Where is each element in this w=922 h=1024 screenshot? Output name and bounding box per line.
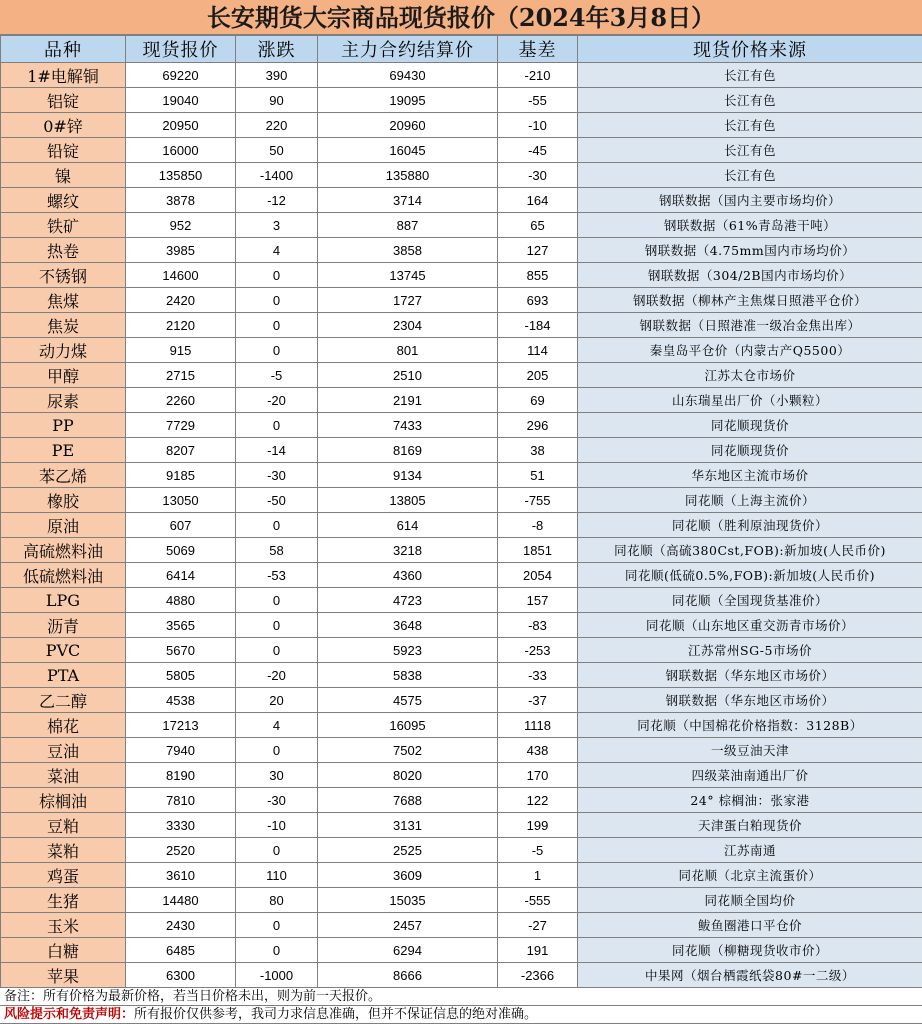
variety-cell: 苹果 <box>1 963 126 988</box>
change-cell: 90 <box>236 88 318 113</box>
variety-cell: 甲醇 <box>1 363 126 388</box>
table-row <box>1 313 922 338</box>
settlement-price-cell: 16095 <box>318 713 498 738</box>
basis-cell: 65 <box>498 213 578 238</box>
basis-cell: 51 <box>498 463 578 488</box>
change-cell: 4 <box>236 713 318 738</box>
spot-price-cell: 2120 <box>126 313 236 338</box>
table-header-row <box>1 36 922 63</box>
header-basis: 基差 <box>498 36 578 63</box>
spot-price-cell: 2430 <box>126 913 236 938</box>
variety-cell: 菜粕 <box>1 838 126 863</box>
table-row <box>1 888 922 913</box>
table-row <box>1 263 922 288</box>
spot-price-cell: 69220 <box>126 63 236 88</box>
variety-cell: 高硫燃料油 <box>1 538 126 563</box>
settlement-price-cell: 5838 <box>318 663 498 688</box>
price-source-cell: 钢联数据（华东地区市场价） <box>578 688 922 713</box>
variety-cell: 螺纹 <box>1 188 126 213</box>
table-row <box>1 513 922 538</box>
spot-price-cell: 16000 <box>126 138 236 163</box>
settlement-price-cell: 6294 <box>318 938 498 963</box>
variety-cell: 尿素 <box>1 388 126 413</box>
spot-price-cell: 3565 <box>126 613 236 638</box>
settlement-price-cell: 801 <box>318 338 498 363</box>
price-source-cell: 钢联数据（国内主要市场均价） <box>578 188 922 213</box>
variety-cell: 豆粕 <box>1 813 126 838</box>
table-row <box>1 63 922 88</box>
price-source-cell: 钢联数据（华东地区市场价） <box>578 663 922 688</box>
basis-cell: 127 <box>498 238 578 263</box>
price-source-cell: 长江有色 <box>578 113 922 138</box>
header-spot-price: 现货报价 <box>126 36 236 63</box>
spot-price-cell: 2715 <box>126 363 236 388</box>
spot-price-cell: 952 <box>126 213 236 238</box>
variety-cell: 菜油 <box>1 763 126 788</box>
change-cell: 3 <box>236 213 318 238</box>
settlement-price-cell: 8666 <box>318 963 498 988</box>
basis-cell: -10 <box>498 113 578 138</box>
table-row <box>1 113 922 138</box>
change-cell: 0 <box>236 288 318 313</box>
table-row <box>1 813 922 838</box>
settlement-price-cell: 2457 <box>318 913 498 938</box>
table-row <box>1 213 922 238</box>
table-row <box>1 138 922 163</box>
table-row <box>1 413 922 438</box>
settlement-price-cell: 2510 <box>318 363 498 388</box>
table-row <box>1 488 922 513</box>
variety-cell: 镍 <box>1 163 126 188</box>
price-source-cell: 同花顺全国均价 <box>578 888 922 913</box>
table-row <box>1 338 922 363</box>
variety-cell: 焦煤 <box>1 288 126 313</box>
change-cell: 0 <box>236 263 318 288</box>
basis-cell: -2366 <box>498 963 578 988</box>
change-cell: 80 <box>236 888 318 913</box>
variety-cell: PP <box>1 413 126 438</box>
settlement-price-cell: 2191 <box>318 388 498 413</box>
settlement-price-cell: 3609 <box>318 863 498 888</box>
variety-cell: 鸡蛋 <box>1 863 126 888</box>
table-row <box>1 863 922 888</box>
spot-price-cell: 6485 <box>126 938 236 963</box>
settlement-price-cell: 13745 <box>318 263 498 288</box>
change-cell: 50 <box>236 138 318 163</box>
price-source-cell: 同花顺现货价 <box>578 438 922 463</box>
price-source-cell: 长江有色 <box>578 163 922 188</box>
spot-price-cell: 14480 <box>126 888 236 913</box>
change-cell: -1400 <box>236 163 318 188</box>
variety-cell: 1#电解铜 <box>1 63 126 88</box>
settlement-price-cell: 3218 <box>318 538 498 563</box>
spot-price-cell: 3878 <box>126 188 236 213</box>
price-source-cell: 同花顺(低硫0.5%,FOB):新加坡(人民币价) <box>578 563 922 588</box>
variety-cell: 热卷 <box>1 238 126 263</box>
table-body <box>1 63 922 988</box>
change-cell: 0 <box>236 838 318 863</box>
change-cell: -12 <box>236 188 318 213</box>
change-cell: 0 <box>236 313 318 338</box>
table-row <box>1 788 922 813</box>
basis-cell: 2054 <box>498 563 578 588</box>
basis-cell: -55 <box>498 88 578 113</box>
settlement-price-cell: 69430 <box>318 63 498 88</box>
settlement-price-cell: 13805 <box>318 488 498 513</box>
table-row <box>1 838 922 863</box>
header-variety: 品种 <box>1 36 126 63</box>
change-cell: 0 <box>236 413 318 438</box>
variety-cell: 棕榈油 <box>1 788 126 813</box>
table-row <box>1 238 922 263</box>
basis-cell: 114 <box>498 338 578 363</box>
change-cell: 0 <box>236 938 318 963</box>
table-row <box>1 288 922 313</box>
change-cell: 0 <box>236 613 318 638</box>
change-cell: -1000 <box>236 963 318 988</box>
header-change: 涨跌 <box>236 36 318 63</box>
change-cell: 0 <box>236 638 318 663</box>
settlement-price-cell: 7433 <box>318 413 498 438</box>
settlement-price-cell: 8169 <box>318 438 498 463</box>
spot-price-cell: 13050 <box>126 488 236 513</box>
variety-cell: 玉米 <box>1 913 126 938</box>
spot-price-cell: 2520 <box>126 838 236 863</box>
change-cell: -30 <box>236 788 318 813</box>
table-row <box>1 563 922 588</box>
variety-cell: 低硫燃料油 <box>1 563 126 588</box>
report-title: 长安期货大宗商品现货报价（2024年3月8日） <box>0 0 922 35</box>
variety-cell: 不锈钢 <box>1 263 126 288</box>
price-source-cell: 钢联数据（61%青岛港干吨） <box>578 213 922 238</box>
spot-price-cell: 9185 <box>126 463 236 488</box>
footnote: 备注：所有价格为最新价格，若当日价格未出，则为前一天报价。 <box>0 988 922 1006</box>
table-row <box>1 388 922 413</box>
basis-cell: 38 <box>498 438 578 463</box>
table-row <box>1 738 922 763</box>
basis-cell: 199 <box>498 813 578 838</box>
price-source-cell: 长江有色 <box>578 63 922 88</box>
price-source-cell: 四级菜油南通出厂价 <box>578 763 922 788</box>
price-source-cell: 长江有色 <box>578 88 922 113</box>
table-row <box>1 363 922 388</box>
settlement-price-cell: 3714 <box>318 188 498 213</box>
basis-cell: 157 <box>498 588 578 613</box>
change-cell: -50 <box>236 488 318 513</box>
spot-price-cell: 6414 <box>126 563 236 588</box>
price-source-cell: 同花顺（胜利原油现货价） <box>578 513 922 538</box>
spot-price-cell: 6300 <box>126 963 236 988</box>
basis-cell: -45 <box>498 138 578 163</box>
table-row <box>1 188 922 213</box>
price-table <box>0 35 922 988</box>
table-row <box>1 163 922 188</box>
spot-price-cell: 5805 <box>126 663 236 688</box>
table-row <box>1 538 922 563</box>
variety-cell: 焦炭 <box>1 313 126 338</box>
variety-cell: 生猪 <box>1 888 126 913</box>
price-source-cell: 中果网（烟台栖霞纸袋80#一二级） <box>578 963 922 988</box>
spot-price-cell: 4880 <box>126 588 236 613</box>
change-cell: 390 <box>236 63 318 88</box>
table-row <box>1 463 922 488</box>
price-source-cell: 钢联数据（日照港准一级冶金焦出库） <box>578 313 922 338</box>
settlement-price-cell: 4360 <box>318 563 498 588</box>
settlement-price-cell: 3131 <box>318 813 498 838</box>
change-cell: 0 <box>236 513 318 538</box>
risk-disclaimer <box>0 1006 922 1024</box>
spot-price-cell: 3330 <box>126 813 236 838</box>
spot-price-cell: 3610 <box>126 863 236 888</box>
change-cell: 110 <box>236 863 318 888</box>
settlement-price-cell: 9134 <box>318 463 498 488</box>
price-source-cell: 钢联数据（4.75mm国内市场均价） <box>578 238 922 263</box>
variety-cell: 原油 <box>1 513 126 538</box>
variety-cell: 铝锭 <box>1 88 126 113</box>
variety-cell: PTA <box>1 663 126 688</box>
basis-cell: -83 <box>498 613 578 638</box>
settlement-price-cell: 614 <box>318 513 498 538</box>
price-source-cell: 同花顺现货价 <box>578 413 922 438</box>
settlement-price-cell: 15035 <box>318 888 498 913</box>
price-source-cell: 同花顺（全国现货基准价） <box>578 588 922 613</box>
spot-price-cell: 7729 <box>126 413 236 438</box>
basis-cell: -5 <box>498 838 578 863</box>
basis-cell: 205 <box>498 363 578 388</box>
basis-cell: -210 <box>498 63 578 88</box>
price-source-cell: 同花顺（山东地区重交沥青市场价） <box>578 613 922 638</box>
settlement-price-cell: 5923 <box>318 638 498 663</box>
price-source-cell: 同花顺（柳糖现货收市价） <box>578 938 922 963</box>
spot-price-cell: 135850 <box>126 163 236 188</box>
price-source-cell: 同花顺（中国棉花价格指数：3128B） <box>578 713 922 738</box>
change-cell: 30 <box>236 763 318 788</box>
basis-cell: 693 <box>498 288 578 313</box>
spot-price-cell: 17213 <box>126 713 236 738</box>
spot-price-cell: 4538 <box>126 688 236 713</box>
settlement-price-cell: 887 <box>318 213 498 238</box>
basis-cell: -253 <box>498 638 578 663</box>
price-source-cell: 秦皇岛平仓价（内蒙古产Q5500） <box>578 338 922 363</box>
basis-cell: -30 <box>498 163 578 188</box>
price-source-cell: 24° 棕榈油：张家港 <box>578 788 922 813</box>
variety-cell: 豆油 <box>1 738 126 763</box>
price-source-cell: 钢联数据（柳林产主焦煤日照港平仓价） <box>578 288 922 313</box>
basis-cell: -555 <box>498 888 578 913</box>
price-source-cell: 钢联数据（304/2B国内市场均价） <box>578 263 922 288</box>
price-source-cell: 鲅鱼圈港口平仓价 <box>578 913 922 938</box>
spot-price-cell: 14600 <box>126 263 236 288</box>
change-cell: -20 <box>236 663 318 688</box>
settlement-price-cell: 8020 <box>318 763 498 788</box>
table-row <box>1 438 922 463</box>
table-row <box>1 688 922 713</box>
variety-cell: 乙二醇 <box>1 688 126 713</box>
basis-cell: -33 <box>498 663 578 688</box>
variety-cell: 沥青 <box>1 613 126 638</box>
price-source-cell: 长江有色 <box>578 138 922 163</box>
spot-price-cell: 3985 <box>126 238 236 263</box>
price-source-cell: 同花顺（高硫380Cst,FOB):新加坡(人民币价) <box>578 538 922 563</box>
basis-cell: 1118 <box>498 713 578 738</box>
price-source-cell: 江苏太仓市场价 <box>578 363 922 388</box>
price-source-cell: 一级豆油天津 <box>578 738 922 763</box>
change-cell: -20 <box>236 388 318 413</box>
settlement-price-cell: 7502 <box>318 738 498 763</box>
spot-price-cell: 5670 <box>126 638 236 663</box>
change-cell: -5 <box>236 363 318 388</box>
spot-price-cell: 20950 <box>126 113 236 138</box>
basis-cell: -8 <box>498 513 578 538</box>
basis-cell: 438 <box>498 738 578 763</box>
basis-cell: 164 <box>498 188 578 213</box>
settlement-price-cell: 2525 <box>318 838 498 863</box>
settlement-price-cell: 20960 <box>318 113 498 138</box>
basis-cell: 122 <box>498 788 578 813</box>
variety-cell: LPG <box>1 588 126 613</box>
variety-cell: 铅锭 <box>1 138 126 163</box>
variety-cell: PVC <box>1 638 126 663</box>
settlement-price-cell: 16045 <box>318 138 498 163</box>
spot-price-cell: 19040 <box>126 88 236 113</box>
price-source-cell: 同花顺（北京主流蛋价） <box>578 863 922 888</box>
price-source-cell: 同花顺（上海主流价） <box>578 488 922 513</box>
table-row <box>1 638 922 663</box>
price-source-cell: 山东瑞星出厂价（小颗粒） <box>578 388 922 413</box>
basis-cell: 191 <box>498 938 578 963</box>
variety-cell: 0#锌 <box>1 113 126 138</box>
spot-price-cell: 2420 <box>126 288 236 313</box>
spot-price-cell: 5069 <box>126 538 236 563</box>
variety-cell: 棉花 <box>1 713 126 738</box>
basis-cell: 170 <box>498 763 578 788</box>
basis-cell: -755 <box>498 488 578 513</box>
spot-price-cell: 8207 <box>126 438 236 463</box>
variety-cell: 苯乙烯 <box>1 463 126 488</box>
price-source-cell: 天津蛋白粕现货价 <box>578 813 922 838</box>
basis-cell: -184 <box>498 313 578 338</box>
spot-price-cell: 607 <box>126 513 236 538</box>
variety-cell: 橡胶 <box>1 488 126 513</box>
basis-cell: 69 <box>498 388 578 413</box>
settlement-price-cell: 4575 <box>318 688 498 713</box>
table-row <box>1 588 922 613</box>
risk-label: 风险提示和免责声明： <box>4 1007 135 1022</box>
settlement-price-cell: 135880 <box>318 163 498 188</box>
change-cell: 0 <box>236 338 318 363</box>
basis-cell: 1 <box>498 863 578 888</box>
basis-cell: 855 <box>498 263 578 288</box>
table-row <box>1 938 922 963</box>
change-cell: 20 <box>236 688 318 713</box>
table-row <box>1 663 922 688</box>
risk-text: 所有报价仅供参考，我司力求信息准确，但并不保证信息的绝对准确。 <box>134 1007 538 1022</box>
spot-price-cell: 8190 <box>126 763 236 788</box>
change-cell: 0 <box>236 913 318 938</box>
change-cell: 0 <box>236 588 318 613</box>
header-settlement-price: 主力合约结算价 <box>318 36 498 63</box>
settlement-price-cell: 7688 <box>318 788 498 813</box>
price-source-cell: 江苏常州SG-5市场价 <box>578 638 922 663</box>
price-source-cell: 江苏南通 <box>578 838 922 863</box>
settlement-price-cell: 4723 <box>318 588 498 613</box>
settlement-price-cell: 19095 <box>318 88 498 113</box>
change-cell: 4 <box>236 238 318 263</box>
variety-cell: 铁矿 <box>1 213 126 238</box>
settlement-price-cell: 3858 <box>318 238 498 263</box>
change-cell: -10 <box>236 813 318 838</box>
change-cell: 0 <box>236 738 318 763</box>
variety-cell: PE <box>1 438 126 463</box>
table-row <box>1 763 922 788</box>
change-cell: -14 <box>236 438 318 463</box>
change-cell: -30 <box>236 463 318 488</box>
basis-cell: 296 <box>498 413 578 438</box>
change-cell: 220 <box>236 113 318 138</box>
change-cell: 58 <box>236 538 318 563</box>
table-row <box>1 913 922 938</box>
basis-cell: -37 <box>498 688 578 713</box>
change-cell: -53 <box>236 563 318 588</box>
settlement-price-cell: 1727 <box>318 288 498 313</box>
variety-cell: 白糖 <box>1 938 126 963</box>
table-row <box>1 713 922 738</box>
settlement-price-cell: 2304 <box>318 313 498 338</box>
table-row <box>1 963 922 988</box>
header-price-source: 现货价格来源 <box>578 36 922 63</box>
spot-price-cell: 7940 <box>126 738 236 763</box>
spot-price-cell: 915 <box>126 338 236 363</box>
spot-price-cell: 2260 <box>126 388 236 413</box>
basis-cell: -27 <box>498 913 578 938</box>
basis-cell: 1851 <box>498 538 578 563</box>
variety-cell: 动力煤 <box>1 338 126 363</box>
price-source-cell: 华东地区主流市场价 <box>578 463 922 488</box>
settlement-price-cell: 3648 <box>318 613 498 638</box>
spot-price-cell: 7810 <box>126 788 236 813</box>
table-row <box>1 613 922 638</box>
table-row <box>1 88 922 113</box>
